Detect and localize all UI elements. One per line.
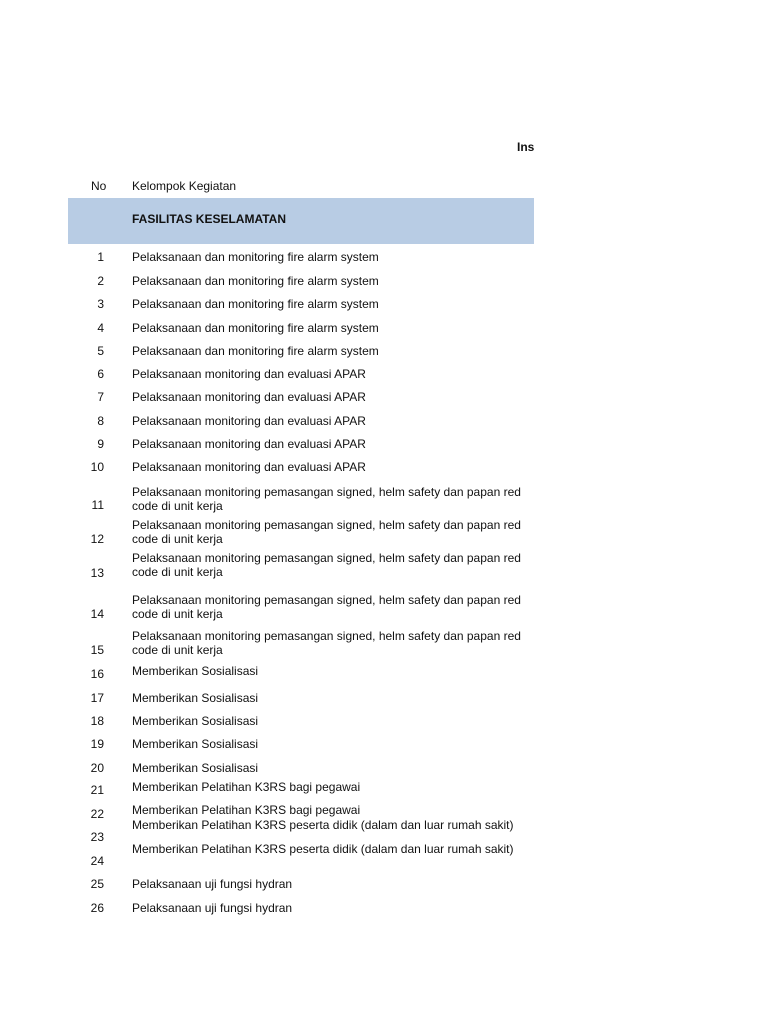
row-number: 2 (97, 274, 104, 288)
row-number: 10 (90, 460, 104, 474)
row-number: 18 (90, 714, 104, 728)
row-number: 1 (97, 250, 104, 264)
row-activity: Pelaksanaan monitoring dan evaluasi APAR (132, 390, 366, 404)
row-number: 5 (97, 344, 104, 358)
row-number: 16 (90, 667, 104, 681)
column-header-kelompok: Kelompok Kegiatan (132, 179, 237, 193)
row-number: 14 (90, 607, 104, 621)
row-activity: Pelaksanaan uji fungsi hydran (132, 877, 293, 891)
row-activity: Pelaksanaan dan monitoring fire alarm system (132, 321, 379, 335)
row-number: 12 (90, 532, 104, 546)
row-activity: Memberikan Sosialisasi (132, 737, 259, 751)
row-number: 3 (97, 297, 104, 311)
row-activity: Pelaksanaan monitoring pemasangan signed, helm safety dan papan red code di unit kerja (132, 551, 521, 579)
row-activity: Pelaksanaan monitoring dan evaluasi APAR (132, 367, 366, 381)
row-number: 22 (90, 807, 104, 821)
row-activity: Memberikan Pelatihan K3RS peserta didik (dalam dan luar rumah sakit) (132, 818, 514, 832)
row-number: 7 (97, 390, 104, 404)
row-number: 4 (97, 321, 104, 335)
corner-label: Ins (517, 140, 535, 154)
column-header-no: No (91, 179, 107, 193)
row-number: 23 (90, 830, 104, 844)
row-activity: Memberikan Sosialisasi (132, 714, 259, 728)
row-activity: Pelaksanaan monitoring dan evaluasi APAR (132, 460, 366, 474)
row-activity: Memberikan Pelatihan K3RS peserta didik (dalam dan luar rumah sakit) (132, 842, 514, 856)
row-number: 9 (97, 437, 104, 451)
row-activity: Pelaksanaan monitoring pemasangan signed, helm safety dan papan red code di unit kerja (132, 485, 521, 513)
row-number: 25 (90, 877, 104, 891)
row-activity: Pelaksanaan dan monitoring fire alarm system (132, 250, 379, 264)
row-activity: Pelaksanaan dan monitoring fire alarm system (132, 274, 379, 288)
row-activity: Memberikan Sosialisasi (132, 761, 259, 775)
row-activity: Memberikan Sosialisasi (132, 691, 259, 705)
row-number: 6 (97, 367, 104, 381)
row-activity: Pelaksanaan monitoring dan evaluasi APAR (132, 437, 366, 451)
row-number: 11 (91, 498, 104, 512)
section-title: FASILITAS KESELAMATAN (132, 212, 286, 226)
row-number: 17 (90, 691, 104, 705)
row-number: 24 (90, 854, 104, 868)
row-activity: Memberikan Sosialisasi (132, 664, 259, 678)
row-number: 8 (97, 414, 104, 428)
row-activity: Memberikan Pelatihan K3RS bagi pegawai (132, 803, 361, 817)
row-activity: Pelaksanaan monitoring pemasangan signed, helm safety dan papan red code di unit kerja (132, 629, 521, 657)
row-activity: Memberikan Pelatihan K3RS bagi pegawai (132, 780, 361, 794)
row-activity: Pelaksanaan monitoring pemasangan signed, helm safety dan papan red code di unit kerja (132, 593, 521, 621)
row-activity: Pelaksanaan monitoring pemasangan signed, helm safety dan papan red code di unit kerja (132, 518, 521, 546)
row-activity: Pelaksanaan dan monitoring fire alarm system (132, 297, 379, 311)
row-number: 21 (90, 783, 104, 797)
row-number: 13 (90, 566, 104, 580)
row-number: 19 (90, 737, 104, 751)
row-activity: Pelaksanaan monitoring dan evaluasi APAR (132, 414, 366, 428)
row-activity: Pelaksanaan uji fungsi hydran (132, 901, 293, 915)
row-activity: Pelaksanaan dan monitoring fire alarm system (132, 344, 379, 358)
row-number: 20 (90, 761, 104, 775)
row-number: 26 (90, 901, 104, 915)
row-number: 15 (90, 643, 104, 657)
